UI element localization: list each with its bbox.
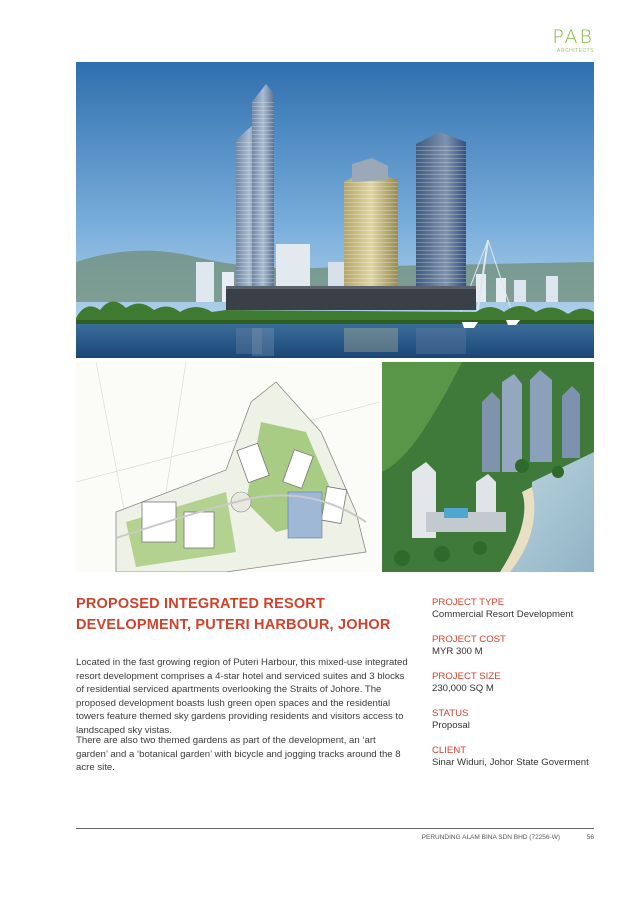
spec-project-size — [432, 671, 602, 695]
project-description-paragraph: There are also two themed gardens as part of the development, an ‘art garden’ and a ‘botanical garden’ with bicycle and jogging tracks around the 8 acre site. — [76, 735, 401, 774]
spec-value: Proposal — [432, 720, 470, 731]
spec-project-type — [432, 597, 602, 621]
logo-mark: PAB — [552, 26, 594, 48]
project-description-paragraph: Located in the fast growing region of Puteri Harbour, this mixed-use integrated resort development comprises a 4-star hotel and serviced suites and 3 blocks of residential serviced apartments overlooking the Straits of Johore. The proposed development boasts lush green open spaces and the residential towers feature themed sky gardens providing residents and visitors access to landscaped sky vistas. — [76, 657, 408, 736]
spec-value: 230,000 SQ M — [432, 683, 494, 694]
spec-label: STATUS — [432, 708, 469, 719]
project-specs — [432, 597, 602, 782]
aerial-rendering-image — [382, 362, 594, 572]
spec-status — [432, 708, 602, 732]
spec-label: PROJECT COST — [432, 634, 506, 645]
spec-label: CLIENT — [432, 745, 467, 756]
page-number: 56 — [586, 834, 594, 841]
footer-company: PERUNDING ALAM BINA SDN BHD (72256-W) — [421, 834, 560, 841]
spec-value: Commercial Resort Development — [432, 609, 574, 620]
company-logo — [552, 28, 594, 54]
logo-subtitle: ARCHITECTS — [557, 48, 594, 54]
footer-divider — [76, 828, 594, 829]
project-title: PROPOSED INTEGRATED RESORT DEVELOPMENT, PUTERI HARBOUR, JOHOR — [76, 596, 391, 633]
spec-value: Sinar Widuri, Johor State Goverment — [432, 757, 589, 768]
spec-label: PROJECT TYPE — [432, 597, 505, 608]
spec-label: PROJECT SIZE — [432, 671, 501, 682]
spec-project-cost — [432, 634, 602, 658]
spec-value: MYR 300 M — [432, 646, 483, 657]
site-plan-image — [76, 362, 380, 572]
hero-rendering-image — [76, 62, 594, 358]
spec-client — [432, 745, 602, 769]
